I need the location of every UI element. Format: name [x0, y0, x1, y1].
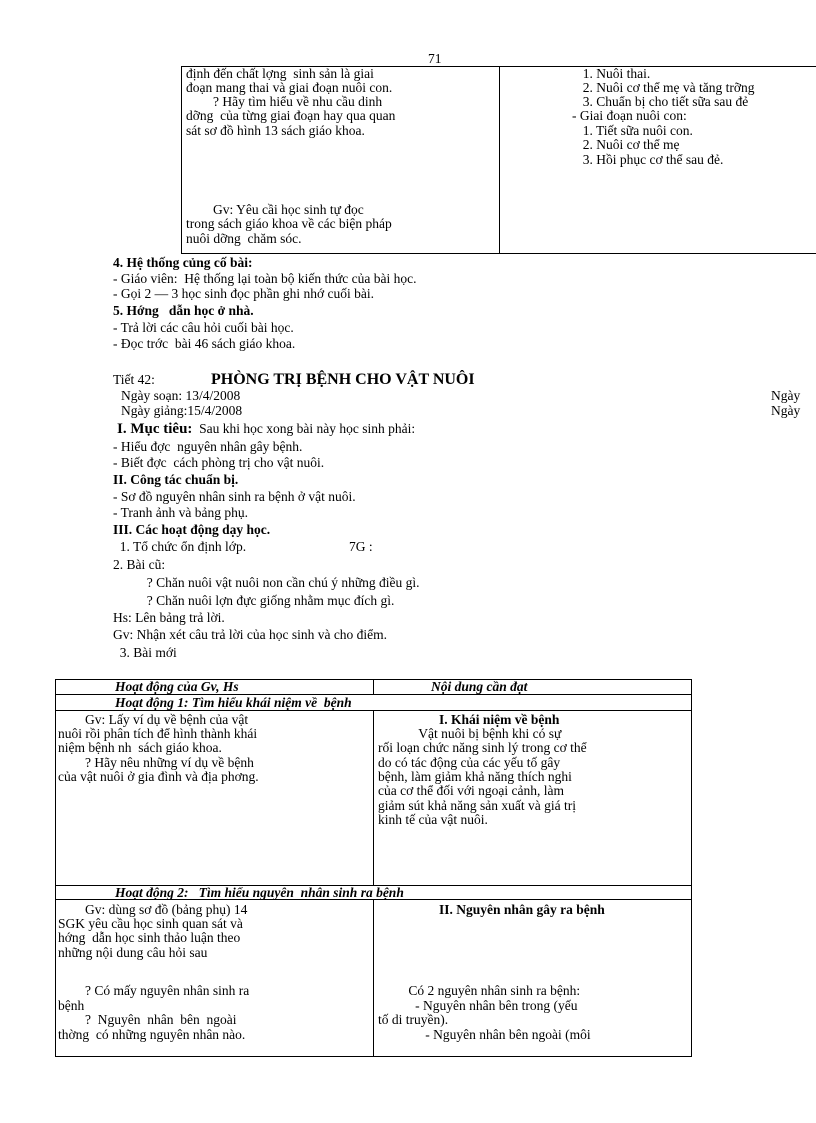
lesson-title: PHÒNG TRỊ BỆNH CHO VẬT NUÔI: [211, 371, 475, 388]
text-line: - Giáo viên: Hệ thống lại toàn bộ kiến thức của bài học.: [113, 271, 417, 286]
text-line: đoạn mang thai và giai đoạn nuôi con.: [186, 80, 393, 95]
text-line: - Sơ đồ nguyên nhân sinh ra bệnh ở vật nuôi.: [113, 489, 356, 504]
text-line: ? Có mấy nguyên nhân sinh ra: [58, 983, 250, 998]
text-line: định đến chất lợng sinh sản là giai: [186, 66, 374, 81]
text-line: nuôi rồi phân tích để hình thành khái: [58, 726, 258, 741]
text-line: Gv: dùng sơ đồ (bảng phụ) 14: [58, 902, 248, 917]
text-line: - Gọi 2 — 3 học sinh đọc phần ghi nhớ cuối bài.: [113, 286, 374, 301]
text-line: của cơ thể đối với ngoại cảnh, làm: [378, 783, 564, 798]
table-divider: [373, 899, 374, 1057]
text-line: niệm bệnh nh sách giáo khoa.: [58, 740, 222, 755]
ngay-right-1: Ngày: [771, 388, 801, 403]
text-line: 1. Tổ chức ổn định lớp.: [113, 539, 247, 554]
text-line: kinh tế của vật nuôi.: [378, 812, 488, 827]
text-line: ? Nguyên nhân bên ngoài: [58, 1012, 237, 1027]
text-line: - Nguyên nhân bên trong (yếu: [378, 998, 578, 1013]
lesson-tiet: Tiết 42:: [113, 372, 155, 387]
top-table-bottom-border: [181, 253, 816, 254]
text-line: 2. Nuôi cơ thể mẹ: [576, 137, 680, 152]
table-border: [691, 679, 692, 1057]
text-line: 2. Bài cũ:: [113, 557, 166, 572]
page-number: 71: [428, 51, 442, 66]
chuan-bi-heading: II. Công tác chuẩn bị.: [113, 472, 239, 487]
a2-right-heading: II. Nguyên nhân gây ra bệnh: [439, 902, 605, 917]
text-line: 2. Nuôi cơ thể mẹ và tăng trỡng: [576, 80, 755, 95]
text-line: tố di truyền).: [378, 1012, 449, 1027]
text-line: hớng dẫn học sinh thảo luận theo: [58, 930, 241, 945]
text-line: Gv: Yêu cầi học sinh tự đọc: [186, 202, 364, 217]
text-line: ? Hãy nêu những ví dụ về bệnh: [58, 755, 254, 770]
table-border: [55, 679, 56, 1057]
text-line: bệnh: [58, 998, 85, 1013]
text-line: nuôi dỡng chăm sóc.: [186, 231, 302, 246]
text-line: do có tác động của các yếu tố gây: [378, 755, 561, 770]
header-right: Nội dung cần đạt: [431, 679, 528, 694]
text-line: 1. Tiết sữa nuôi con.: [576, 123, 693, 138]
text-line: ? Chăn nuôi lợn đực giống nhằm mục đích gì.: [113, 593, 395, 608]
text-line: bệnh, làm giảm khả năng thích nghi: [378, 769, 572, 784]
table-divider: [373, 679, 374, 695]
text-line: những nội dung câu hỏi sau: [58, 945, 208, 960]
muc-tieu-heading: I. Mục tiêu:: [117, 421, 193, 437]
text-line: - Trả lời các câu hỏi cuối bài học.: [113, 320, 294, 335]
header-left: Hoạt động của Gv, Hs: [115, 679, 239, 694]
section5-heading: 5. Hớng dẫn học ở nhà.: [113, 303, 254, 318]
text-line: giảm sút khả năng sản xuất và giá trị: [378, 798, 576, 813]
text-line: 1. Nuôi thai.: [576, 66, 651, 81]
activity1-title: Hoạt động 1: Tìm hiểu khái niệm về bệnh: [115, 695, 352, 710]
text-line: 3. Chuẩn bị cho tiết sữa sau đẻ: [576, 94, 749, 109]
text-line: rối loạn chức năng sinh lý trong cơ thể: [378, 740, 587, 755]
activity2-title: Hoạt động 2: Tìm hiểu nguyên nhân sinh ra bệnh: [115, 885, 404, 900]
text-line: ? Chăn nuôi vật nuôi non cần chú ý những điều gì.: [113, 575, 420, 590]
text-line: - Tranh ảnh và bảng phụ.: [113, 505, 248, 520]
text-line: - Giai đoạn nuôi con:: [572, 108, 687, 123]
muc-tieu-line: [117, 422, 415, 437]
text-line: - Hiểu đợc nguyên nhân gây bệnh.: [113, 439, 303, 454]
text-line: - Biết đợc cách phòng trị cho vật nuôi.: [113, 455, 325, 470]
text-line: ? Hãy tìm hiểu về nhu cầu dinh: [186, 94, 383, 109]
table-divider: [373, 710, 374, 886]
text-line: của vật nuôi ở gia đình và địa phơng.: [58, 769, 259, 784]
ngay-right-2: Ngày: [771, 403, 801, 418]
text-line: 3. Bài mới: [113, 645, 177, 660]
text-line: Hs: Lên bảng trả lời.: [113, 610, 225, 625]
text-line: - Đọc trớc bài 46 sách giáo khoa.: [113, 336, 296, 351]
top-table-left-border: [181, 66, 182, 254]
ngay-soan: Ngày soạn: 13/4/2008: [121, 388, 241, 403]
text-line: sát sơ đồ hình 13 sách giáo khoa.: [186, 123, 365, 138]
text-line: Gv: Nhận xét câu trả lời của học sinh và cho điểm.: [113, 627, 388, 642]
text-line: - Nguyên nhân bên ngoài (môi: [378, 1027, 591, 1042]
muc-tieu-intro: Sau khi học xong bài này học sinh phải:: [192, 421, 416, 436]
text-line: thờng có những nguyên nhân nào.: [58, 1027, 246, 1042]
top-table-divider: [499, 66, 500, 254]
class-label: 7G :: [349, 539, 373, 554]
text-line: SGK yêu cầu học sinh quan sát và: [58, 916, 243, 931]
a1-right-heading: I. Khái niệm về bệnh: [439, 712, 560, 727]
text-line: Vật nuôi bị bệnh khi có sự: [378, 726, 562, 741]
hoat-dong-heading: III. Các hoạt động dạy học.: [113, 522, 271, 537]
text-line: Có 2 nguyên nhân sinh ra bệnh:: [378, 983, 581, 998]
text-line: trong sách giáo khoa về các biện pháp: [186, 216, 392, 231]
section4-heading: 4. Hệ thống củng cố bài:: [113, 255, 253, 270]
text-line: 3. Hồi phục cơ thể sau đẻ.: [576, 152, 724, 167]
text-line: dỡng của từng giai đoạn hay qua quan: [186, 108, 396, 123]
text-line: Gv: Lấy ví dụ về bệnh của vật: [58, 712, 249, 727]
ngay-giang: Ngày giảng:15/4/2008: [121, 403, 243, 418]
